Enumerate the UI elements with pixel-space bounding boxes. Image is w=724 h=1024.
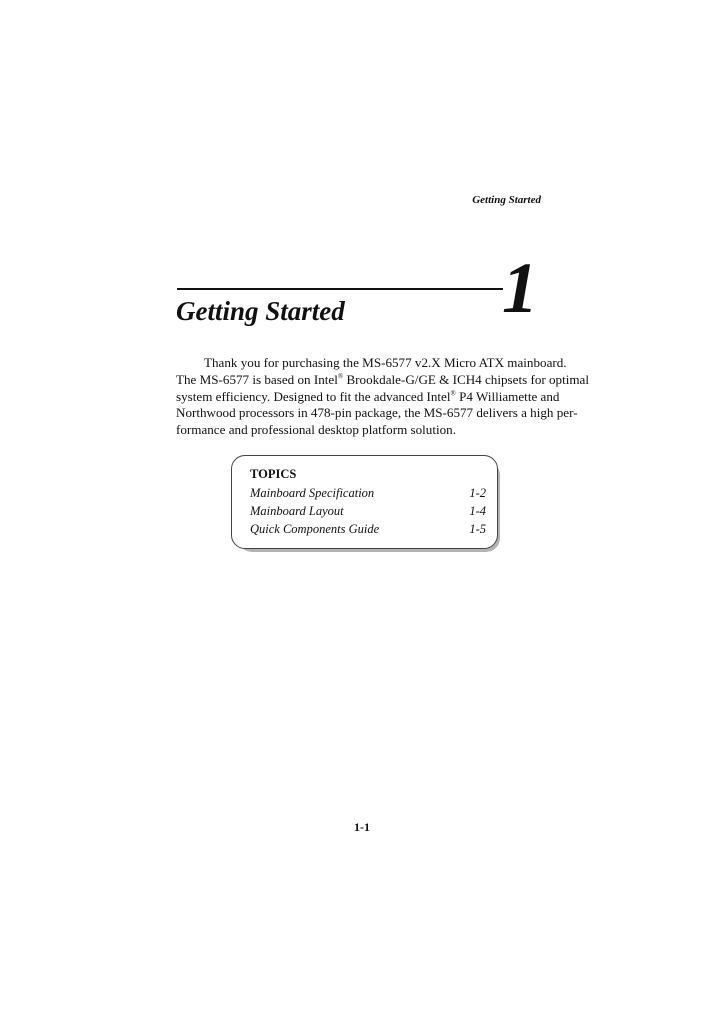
page-number: 1-1 xyxy=(354,820,370,834)
chapter-title: Getting Started xyxy=(176,296,345,326)
intro-paragraph xyxy=(176,355,589,439)
intro-line-2: The MS-6577 is based on Intel® Brookdale-G/GE & ICH4 chipsets for optimal xyxy=(176,371,589,387)
topic-label: Quick Components Guide xyxy=(250,522,380,536)
topic-label: Mainboard Specification xyxy=(250,486,375,500)
intro-line-1: Thank you for purchasing the MS-6577 v2.X Micro ATX mainboard. xyxy=(204,355,567,370)
intro-line-5: formance and professional desktop platform solution. xyxy=(176,422,456,438)
topic-page: 1-2 xyxy=(469,486,486,500)
intro-line-4: Northwood processors in 478-pin package, the MS-6577 delivers a high per- xyxy=(176,405,578,421)
topic-label: Mainboard Layout xyxy=(250,504,344,518)
topics-box xyxy=(231,455,498,549)
topics-title: TOPICS xyxy=(250,467,297,481)
topic-page: 1-5 xyxy=(469,522,486,536)
intro-line-3: system efficiency. Designed to fit the advanced Intel® P4 Williamette and xyxy=(176,388,560,404)
topic-page: 1-4 xyxy=(469,504,486,518)
chapter-rule xyxy=(177,288,503,290)
chapter-number: 1 xyxy=(502,248,538,328)
running-header: Getting Started xyxy=(472,194,541,206)
